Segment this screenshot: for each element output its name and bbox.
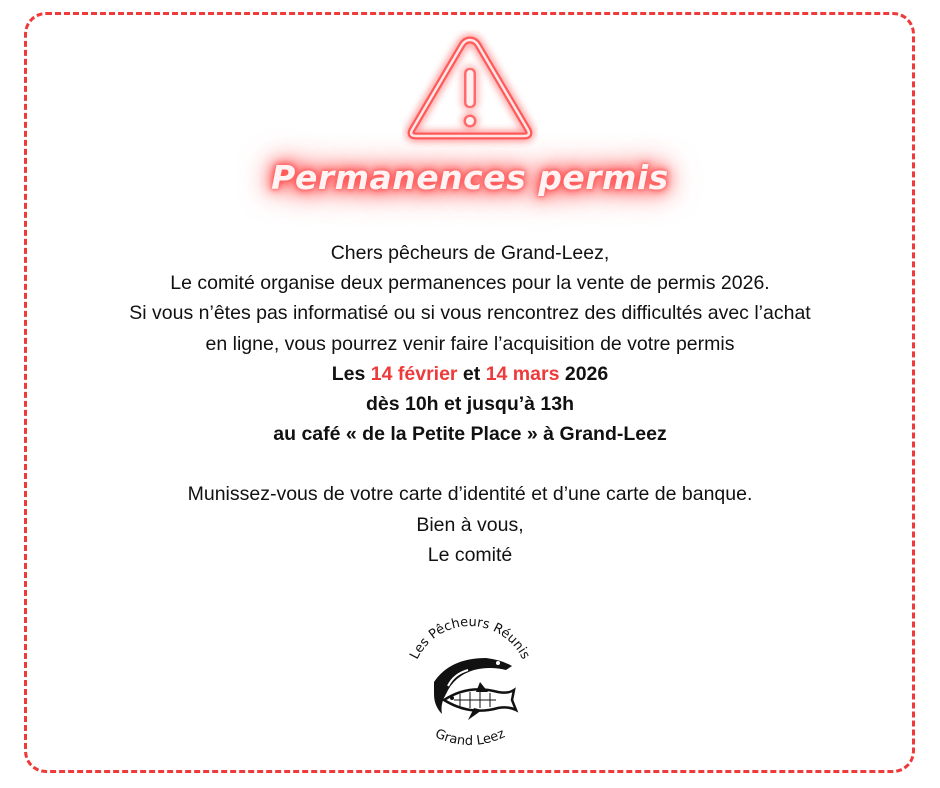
dates-suffix: 2026 bbox=[559, 362, 609, 385]
dates-prefix: Les bbox=[331, 362, 371, 385]
dates-middle: et bbox=[457, 362, 486, 385]
info-line-1: Si vous n’êtes pas informatisé ou si vous rencontrez des difficultés avec l’achat bbox=[129, 302, 811, 325]
fish-emblem-icon bbox=[390, 600, 550, 760]
logo-bottom-text: Grand Leez bbox=[432, 726, 508, 750]
letter-body bbox=[30, 238, 910, 570]
reminder-line: Munissez-vous de votre carte d’identité et d’une carte de banque. bbox=[187, 483, 753, 506]
page-title: Permanences permis bbox=[271, 158, 669, 197]
dates-line bbox=[30, 359, 910, 389]
info-line-2: en ligne, vous pourrez venir faire l’acquisition de votre permis bbox=[205, 332, 735, 355]
greeting-line: Chers pêcheurs de Grand-Leez, bbox=[330, 242, 610, 264]
date-february: 14 février bbox=[370, 362, 458, 385]
hours-line: dès 10h et jusqu’à 13h bbox=[365, 393, 575, 416]
closing-line: Bien à vous, bbox=[416, 513, 524, 536]
paragraph-gap bbox=[30, 449, 910, 479]
date-march: 14 mars bbox=[485, 362, 560, 385]
warning-triangle-icon bbox=[402, 30, 538, 148]
place-line: au café « de la Petite Place » à Grand-Leez bbox=[273, 423, 667, 446]
intro-line: Le comité organise deux permanences pour la vente de permis 2026. bbox=[170, 272, 770, 295]
signature-line: Le comité bbox=[427, 543, 513, 566]
logo-top-text: Les Pêcheurs Réunis bbox=[407, 614, 533, 662]
